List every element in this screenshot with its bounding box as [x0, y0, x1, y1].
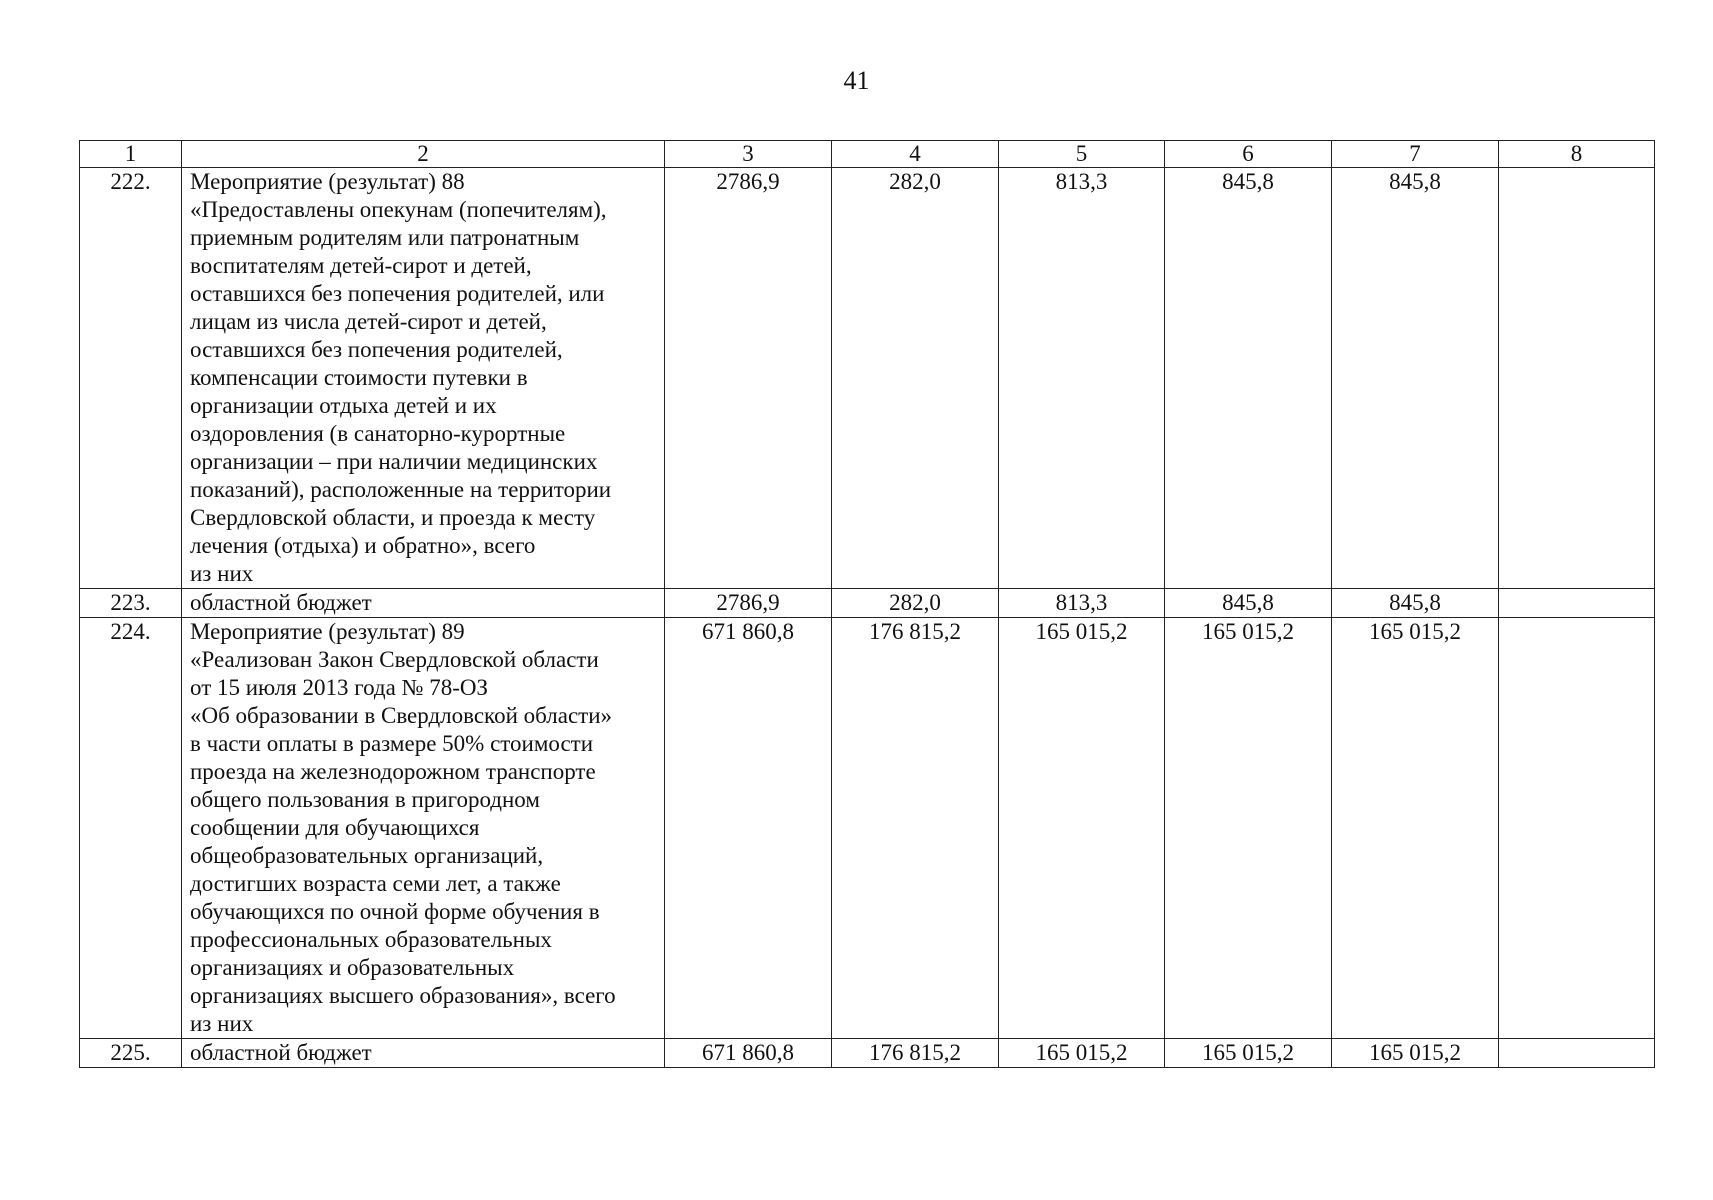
value-col-3: 671 860,8 [665, 1039, 832, 1068]
header-col-3: 3 [665, 141, 832, 168]
table-row [80, 1039, 1655, 1068]
header-col-5: 5 [999, 141, 1165, 168]
header-col-2: 2 [182, 141, 665, 168]
header-col-7: 7 [1332, 141, 1499, 168]
value-col-4: 282,0 [832, 589, 999, 618]
header-col-4: 4 [832, 141, 999, 168]
table-row [80, 589, 1655, 618]
value-col-5: 813,3 [999, 168, 1165, 589]
value-col-8 [1499, 618, 1655, 1039]
value-col-4: 176 815,2 [832, 1039, 999, 1068]
header-col-8: 8 [1499, 141, 1655, 168]
value-col-6: 165 015,2 [1165, 1039, 1332, 1068]
row-number: 224. [80, 618, 182, 1039]
value-col-6: 845,8 [1165, 168, 1332, 589]
value-col-8 [1499, 1039, 1655, 1068]
header-col-6: 6 [1165, 141, 1332, 168]
header-col-1: 1 [80, 141, 182, 168]
value-col-4: 282,0 [832, 168, 999, 589]
value-col-7: 845,8 [1332, 589, 1499, 618]
row-description: областной бюджет [182, 1039, 665, 1068]
row-number: 225. [80, 1039, 182, 1068]
table-row [80, 618, 1655, 1039]
table-header-row [80, 141, 1655, 168]
value-col-5: 165 015,2 [999, 618, 1165, 1039]
row-description: областной бюджет [182, 589, 665, 618]
row-description: Мероприятие (результат) 88 «Предоставлены опекунам (попечителям), приемным родителям или патронатным воспитателям детей-сирот и детей, оставшихся без попечения родителей, или лицам из числа детей-сирот и детей, оставшихся без попечения родителей, компенсации стоимости путевки в организации отдыха детей и их оздоровления (в санаторно-курортные организации – при наличии медицинских показаний), расположенные на территории Свердловской области, и проезда к месту лечения (отдыха) и обратно», всего из них [182, 168, 665, 589]
value-col-3: 2786,9 [665, 589, 832, 618]
row-description: Мероприятие (результат) 89 «Реализован Закон Свердловской области от 15 июля 2013 года № 78-ОЗ «Об образовании в Свердловской области» в части оплаты в размере 50% стоимости проезда на железнодорожном транспорте общего пользования в пригородном сообщении для обучающихся общеобразовательных организаций, достигших возраста семи лет, а также обучающихся по очной форме обучения в профессиональных образовательных организациях и образовательных организациях высшего образования», всего из них [182, 618, 665, 1039]
value-col-6: 165 015,2 [1165, 618, 1332, 1039]
value-col-3: 671 860,8 [665, 618, 832, 1039]
value-col-6: 845,8 [1165, 589, 1332, 618]
value-col-4: 176 815,2 [832, 618, 999, 1039]
row-number: 223. [80, 589, 182, 618]
value-col-7: 165 015,2 [1332, 618, 1499, 1039]
value-col-5: 165 015,2 [999, 1039, 1165, 1068]
value-col-7: 845,8 [1332, 168, 1499, 589]
value-col-7: 165 015,2 [1332, 1039, 1499, 1068]
value-col-8 [1499, 168, 1655, 589]
page-number: 41 [843, 66, 870, 95]
row-number: 222. [80, 168, 182, 589]
value-col-8 [1499, 589, 1655, 618]
table-row [80, 168, 1655, 589]
value-col-5: 813,3 [999, 589, 1165, 618]
budget-table [79, 140, 1655, 1068]
value-col-3: 2786,9 [665, 168, 832, 589]
